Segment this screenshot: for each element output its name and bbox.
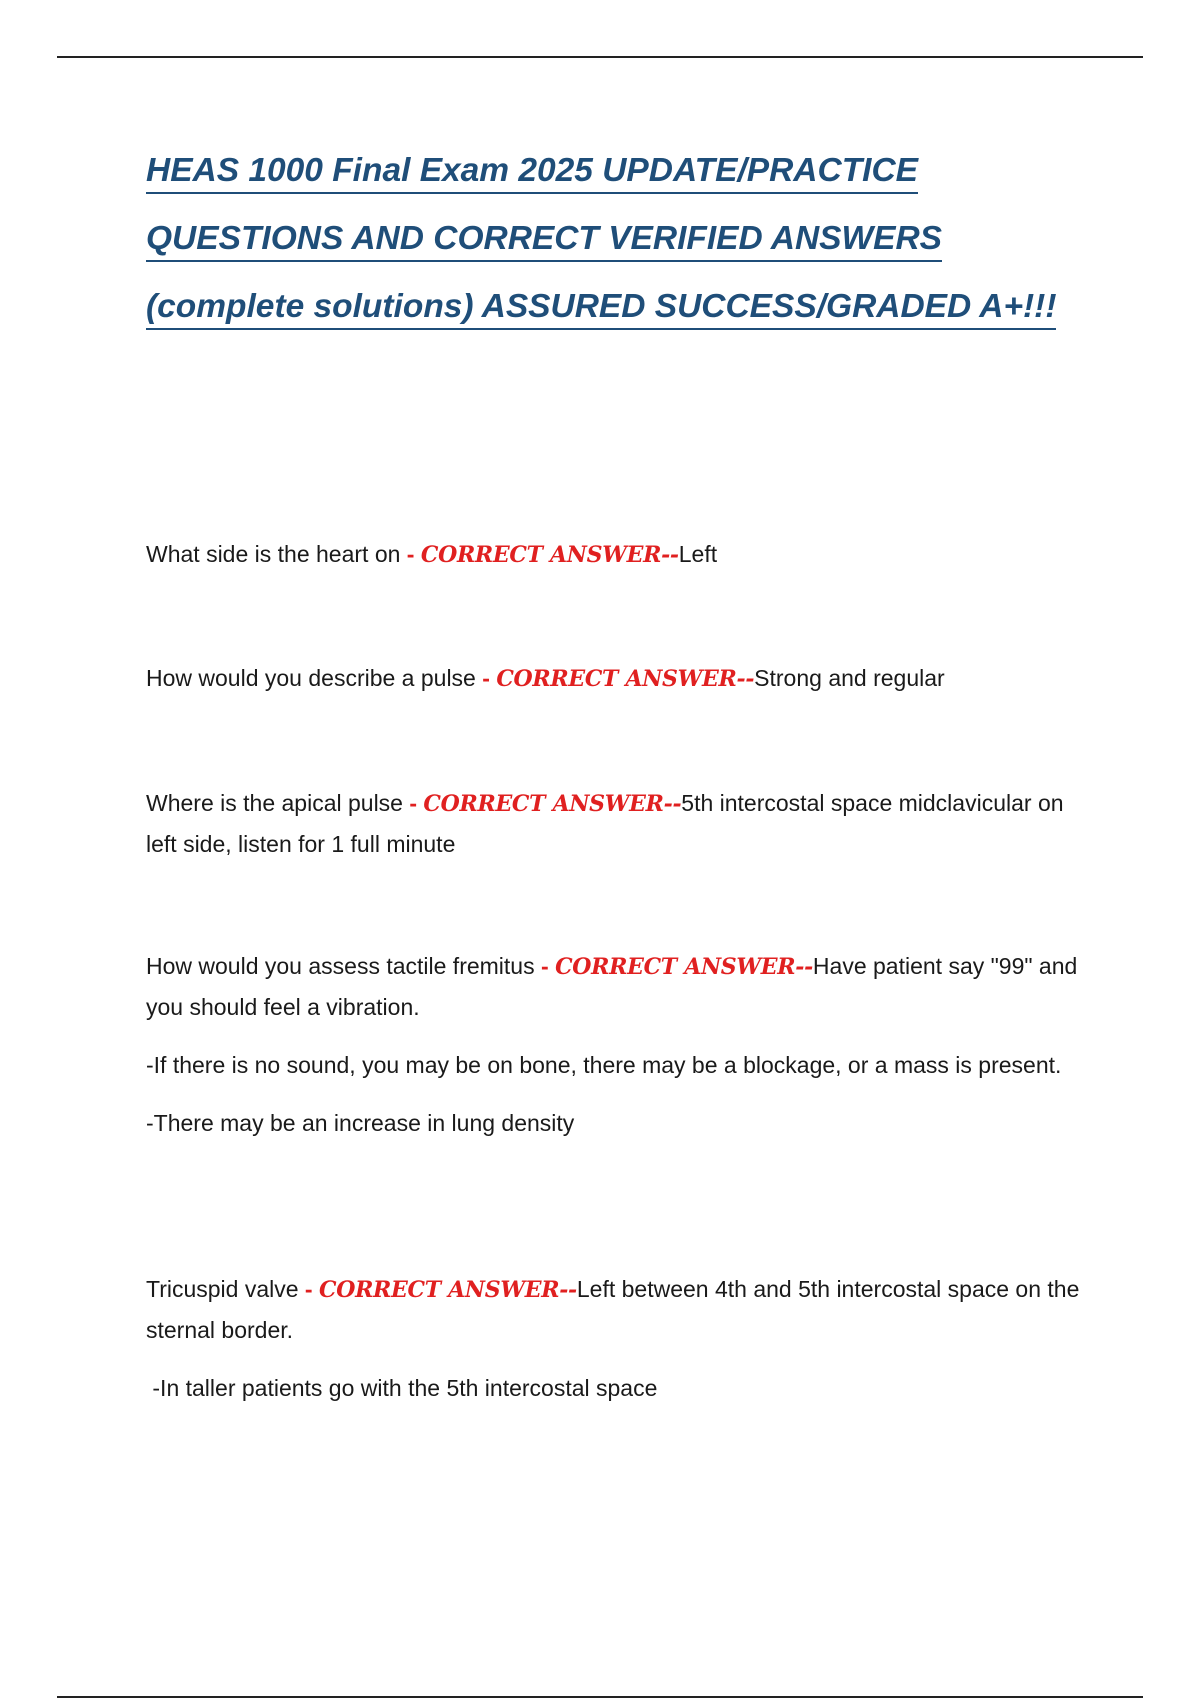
answer-separator: - <box>298 1276 319 1302</box>
answer-note: -There may be an increase in lung density <box>146 1110 575 1136</box>
correct-answer-label: CORRECT ANSWER <box>555 954 796 980</box>
title-line: QUESTIONS AND CORRECT VERIFIED ANSWERS <box>146 218 942 262</box>
qa-main <box>146 1269 1096 1350</box>
answer-separator: - <box>400 541 421 567</box>
qa-item <box>146 946 1096 1143</box>
qa-main <box>146 658 1096 699</box>
footer-rule <box>57 1696 1143 1698</box>
answer-separator: - <box>475 665 497 691</box>
answer-text: Strong and regular <box>754 665 945 691</box>
question-text: Tricuspid valve <box>146 1276 299 1302</box>
question-text: Where is the apical pulse <box>146 790 403 816</box>
title-line: HEAS 1000 Final Exam 2025 UPDATE/PRACTICE <box>146 150 918 194</box>
correct-answer-label: CORRECT ANSWER <box>319 1277 560 1303</box>
answer-dash: -- <box>736 666 755 692</box>
title-line: (complete solutions) ASSURED SUCCESS/GRADED A+!!! <box>146 286 1056 330</box>
qa-main <box>146 946 1096 1027</box>
answer-dash: -- <box>795 954 813 980</box>
answer-dash: -- <box>663 791 682 817</box>
qa-item <box>146 783 1096 864</box>
answer-text: Have patient say "99" and you should feel a vibration. <box>146 953 1078 1020</box>
qa-item <box>146 658 1096 699</box>
answer-note: -In taller patients go with the 5th intercostal space <box>146 1375 658 1401</box>
correct-answer-label: CORRECT ANSWER <box>420 542 662 568</box>
correct-answer-label: CORRECT ANSWER <box>423 791 664 817</box>
answer-note: -If there is no sound, you may be on bone, there may be a blockage, or a mass is present. <box>146 1052 1062 1078</box>
answer-dash: -- <box>661 542 679 568</box>
answer-separator: - <box>402 790 424 816</box>
answer-separator: - <box>534 953 556 979</box>
qa-item <box>146 1269 1096 1408</box>
answer-text: 5th intercostal space midclavicular on left side, listen for 1 full minute <box>146 790 1064 857</box>
document-title <box>146 142 1106 346</box>
qa-main <box>146 534 1096 575</box>
qa-main <box>146 783 1096 864</box>
answer-text: Left between 4th and 5th intercostal space on the sternal border. <box>146 1276 1080 1343</box>
answer-dash: -- <box>559 1277 577 1303</box>
question-text: How would you describe a pulse <box>146 665 476 691</box>
qa-item <box>146 534 1096 575</box>
answer-text: Left <box>678 541 718 567</box>
question-text: What side is the heart on <box>146 541 401 567</box>
correct-answer-label: CORRECT ANSWER <box>496 666 737 692</box>
question-text: How would you assess tactile fremitus <box>146 953 535 979</box>
header-rule <box>57 56 1143 58</box>
